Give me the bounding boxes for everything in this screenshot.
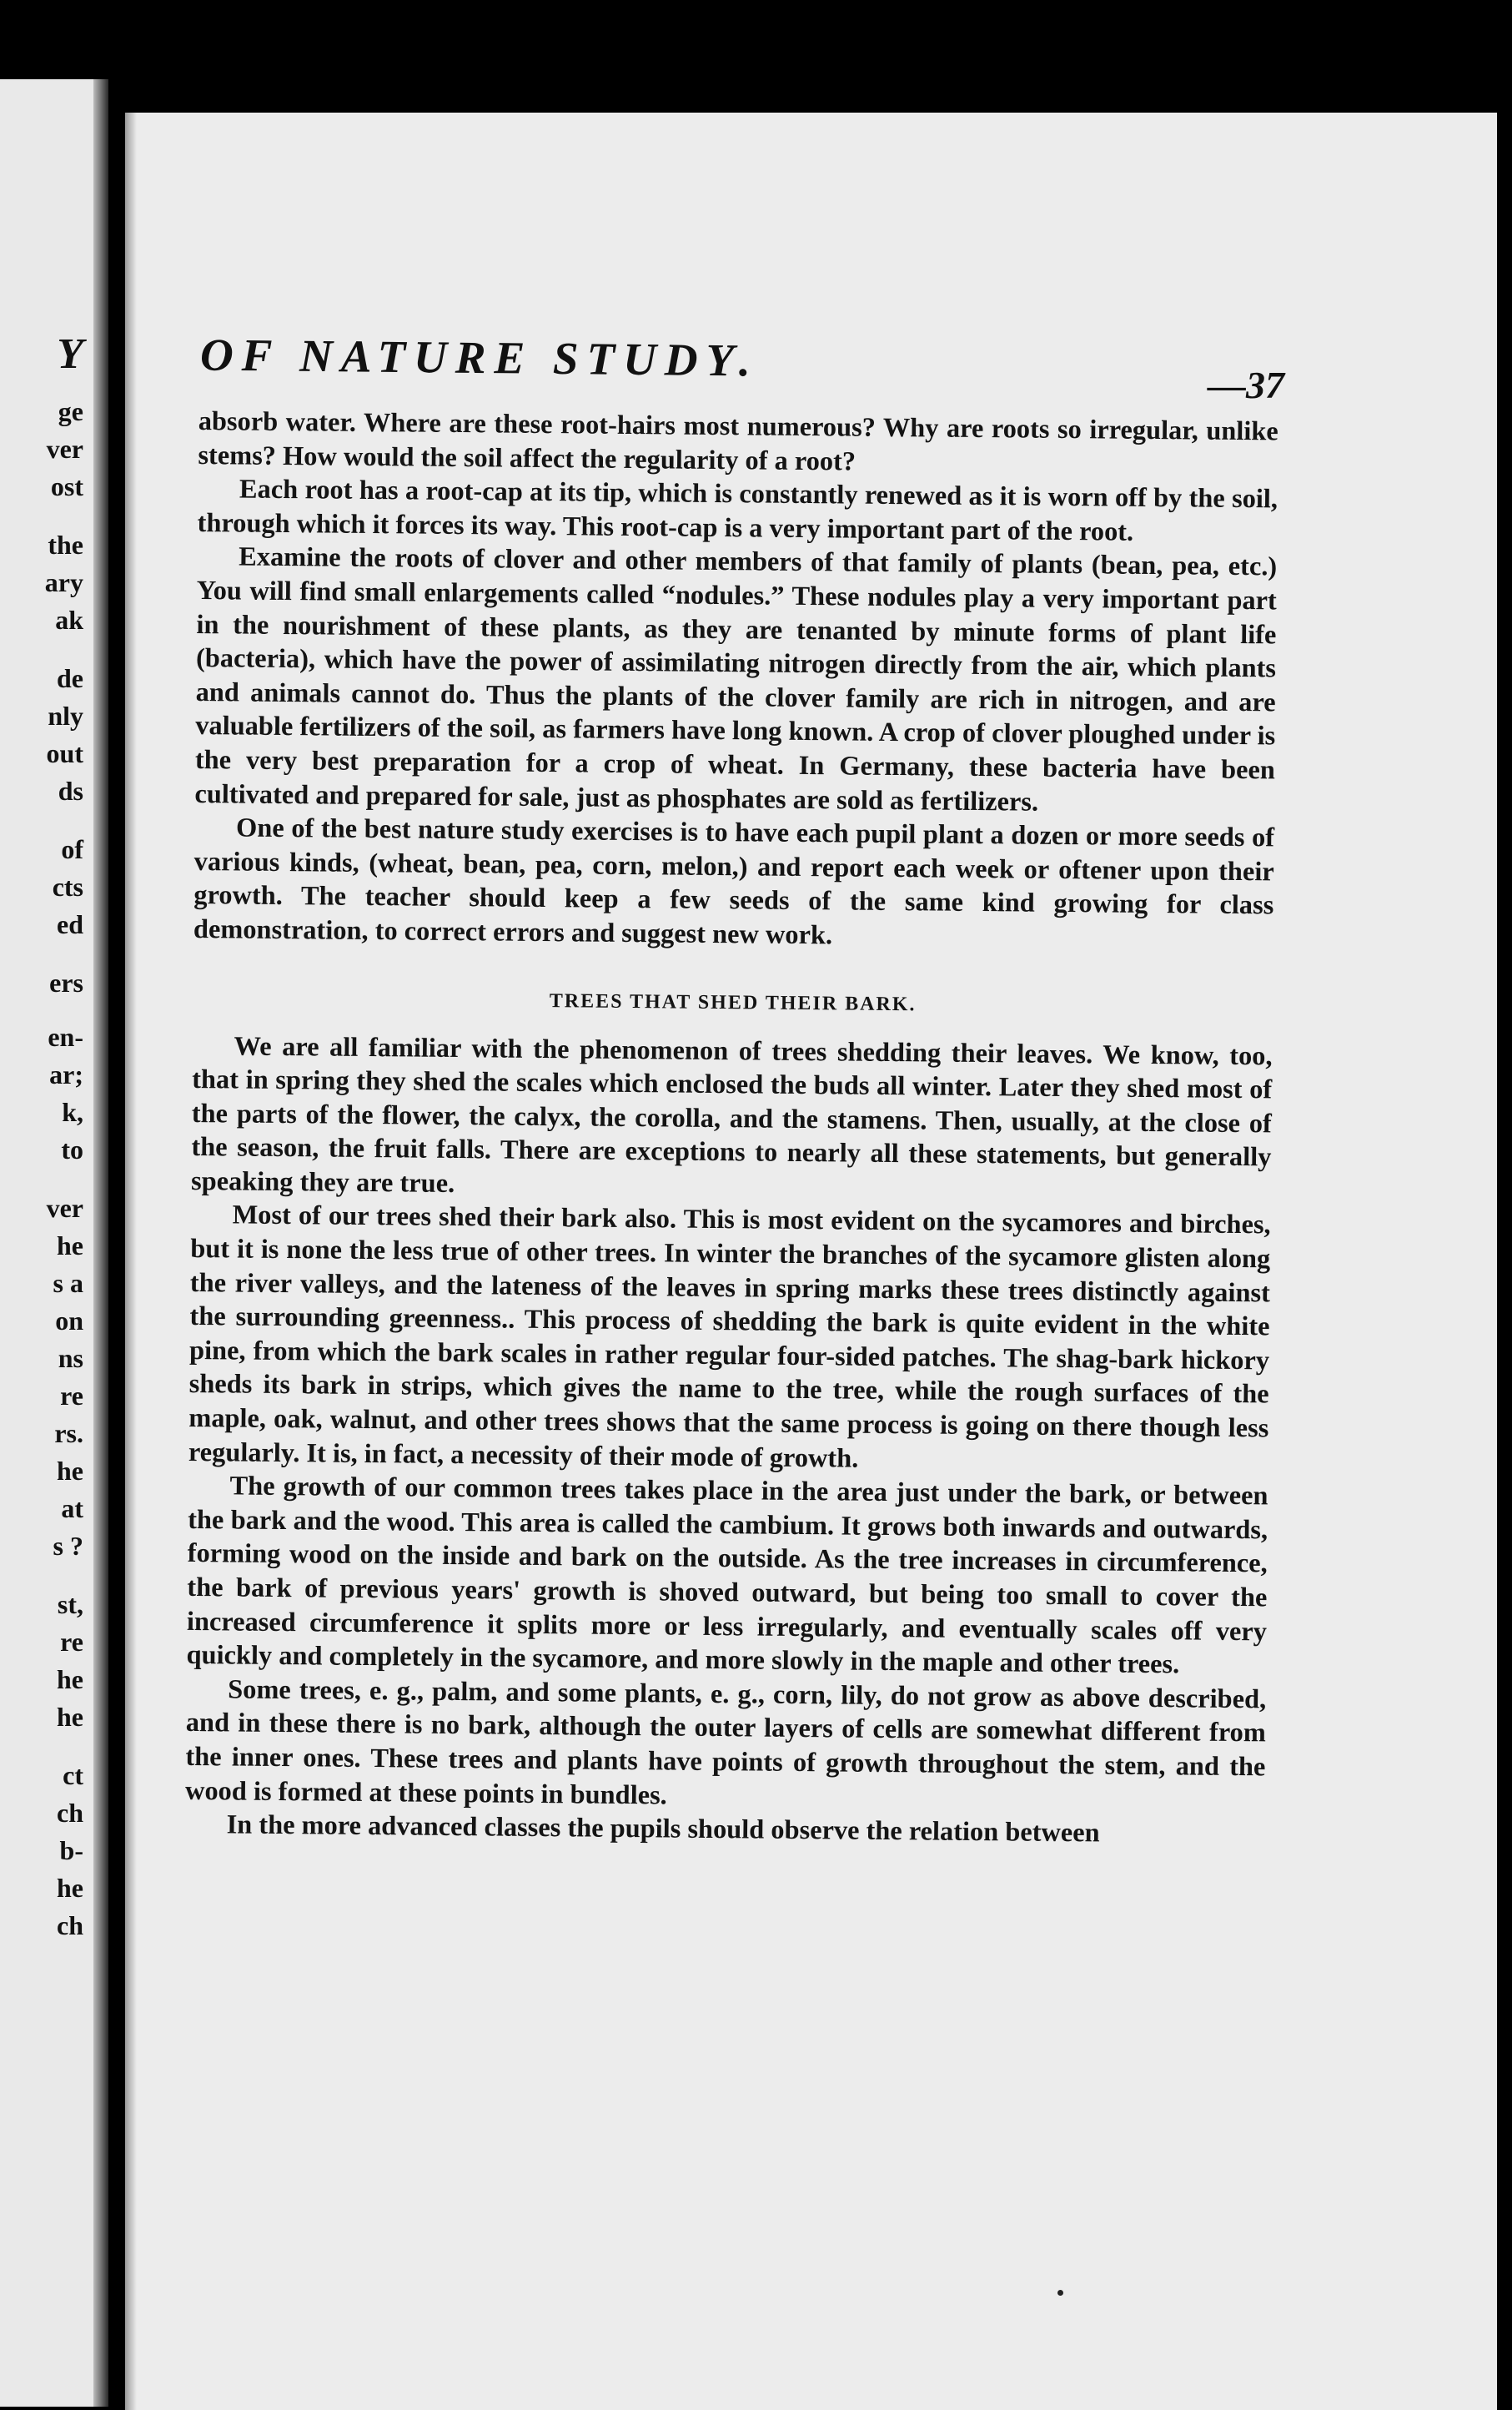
left-page-fragment-line: the [48, 530, 83, 560]
left-page-fragment-line: ost [50, 471, 83, 501]
paragraph-group-bark [184, 1029, 1272, 1852]
left-page-fragment-line: ct [63, 1760, 83, 1790]
left-page-fragment-line: s a [53, 1268, 83, 1298]
left-page-fragment-line: ge [58, 396, 83, 426]
left-page-fragment-line: ar; [49, 1059, 83, 1089]
left-page-fragment-line: at [61, 1493, 83, 1523]
section-heading: TREES THAT SHED THEIR BARK. [549, 989, 917, 1015]
paragraph: We are all familiar with the phenomenon of trees shedding their leaves. We know, too, that in spring they shed the scales which enclosed the buds all winter. Later they shed most of the parts of the flower, the calyx, the corolla, and the stamens. Then, usually, at the close of the season, the fruit falls. There are exceptions to nearly all these statements, but generally speaking they are true. [190, 1030, 1273, 1199]
left-page-fragment-line: he [57, 1873, 83, 1903]
left-page-fragment-line: to [61, 1135, 83, 1165]
left-page-fragment-line: k, [62, 1097, 83, 1127]
left-page-fragment-line: cts [52, 872, 83, 902]
left-page-fragment-line: he [57, 1456, 83, 1486]
paragraph: Each root has a root-cap at its tip, which is constantly renewed as it is worn off by the soil, through which it forces its way. This root-cap is a very important part of the root. [197, 474, 1278, 547]
left-page-fragment-line: ch [57, 1910, 83, 1940]
book-page [125, 113, 1497, 2410]
left-page-fragment-line: st, [57, 1589, 83, 1619]
paragraph: One of the best nature study exercises is to have each pupil plant a dozen or more seeds of various kinds, (wheat, bean, pea, corn, melon,) and report each week or oftener upon their growth. The teacher should keep a few seeds of the same kind growing for class demonstration, to correct errors and suggest new work. [193, 813, 1275, 951]
left-page-fragment-line: rs. [54, 1418, 83, 1448]
left-page-fragment-line: de [57, 663, 83, 693]
left-page-fragment-line: ers [49, 968, 83, 998]
paragraph: absorb water. Where are these root-hairs most numerous? Why are roots so irregular, unlike stems? How would the soil affect the regularity of a root? [198, 405, 1278, 477]
left-page-fragment-line: s ? [53, 1531, 83, 1561]
left-page-fragment-line: re [60, 1627, 83, 1657]
left-page-fragment-line: ak [55, 605, 83, 635]
left-page-fragment [0, 79, 108, 2407]
left-page-heading-fragment: Y [57, 330, 83, 378]
paragraph: The growth of our common trees takes place in the area just under the bark, or between the bark and the wood. This area is called the cambium. It grows both inwards and outwards, forming wood on the inside and bark on the outside. As the tree increases in circumference, the bark of previous years' growth is shoved outward, but being too small to cover the increased circumference it splits more or less irregularly, and eventually scales off very quickly and completely in the sycamore, and more slowly in the maple and other trees. [186, 1471, 1268, 1680]
paragraph: Examine the roots of clover and other members of that family of plants (bean, pea, etc.) You will find small enlargements called “nodules.” These nodules play a very important part in the nourishment of these plants, as they are tenanted by minute forms of plant life (bacteria), which have the power of assimilating nitrogen directly from the air, which plants and animals cannot do. Thus the plants of the clover family are rich in nitrogen, and are valuable fertilizers of the soil, as farmers have long known. A crop of clover ploughed under is the very best preparation for a crop of wheat. In Germany, these bacteria have been cultivated and prepared for sale, just as phosphates are sold as fertilizers. [194, 541, 1278, 818]
left-page-fragment-line: ed [57, 909, 83, 939]
running-head: OF NATURE STUDY. [199, 329, 760, 386]
left-page-fragment-line: en- [48, 1022, 83, 1052]
page-number: —37 [1208, 364, 1284, 406]
left-page-fragment-line: b- [59, 1835, 83, 1865]
left-page-fragment-line: ary [44, 567, 83, 597]
paragraph: Some trees, e. g., palm, and some plants, e. g., corn, lily, do not grow as above described, and in these there is no bark, although the outer layers of cells are somewhat different from the inner ones. These trees and plants have points of growth throughout the stem, and the wood is formed at these points in bundles. [184, 1674, 1267, 1811]
left-page-fragment-line: ver [46, 1193, 83, 1223]
left-page-fragment-line: of [61, 834, 83, 864]
ink-dot [1057, 2290, 1063, 2296]
paragraph: In the more advanced classes the pupils should observe the relation between [226, 1809, 1100, 1849]
left-page-fragment-line: ver [46, 434, 83, 464]
paragraph: Most of our trees shed their bark also. This is most evident on the sycamores and birches, but it is none the less true of other trees. In winter the branches of the sycamore glisten along the river valleys, and the lateness of the leaves in spring marks these trees distinctly against the surrounding greenness.. This process of shedding the bark is quite evident in the white pine, from which the bark scales in rather regular four-sided patches. The shag-bark hickory sheds its bark in strips, which gives the name to the tree, while the rough surfaces of the maple, oak, walnut, and other trees shows that the same process is going on there though less regularly. It is, in fact, a necessity of their mode of growth. [188, 1200, 1271, 1474]
left-page-fragment-line: ns [58, 1343, 83, 1373]
left-page-fragment-line: ds [58, 776, 83, 806]
body-text [184, 405, 1278, 1852]
left-page-fragment-line: re [60, 1381, 83, 1411]
left-page-fragment-line: ch [57, 1798, 83, 1828]
left-page-fragment-line: nly [48, 701, 83, 731]
paragraph-group-roots [193, 405, 1278, 957]
book-gutter [93, 79, 108, 2407]
left-page-fragment-line: out [46, 738, 83, 768]
left-page-fragment-line: he [57, 1230, 83, 1260]
left-page-fragment-line: on [55, 1306, 83, 1336]
left-page-fragment-line: he [57, 1702, 83, 1732]
left-page-fragment-line: he [57, 1664, 83, 1694]
page-edge-shadow [125, 113, 137, 2410]
